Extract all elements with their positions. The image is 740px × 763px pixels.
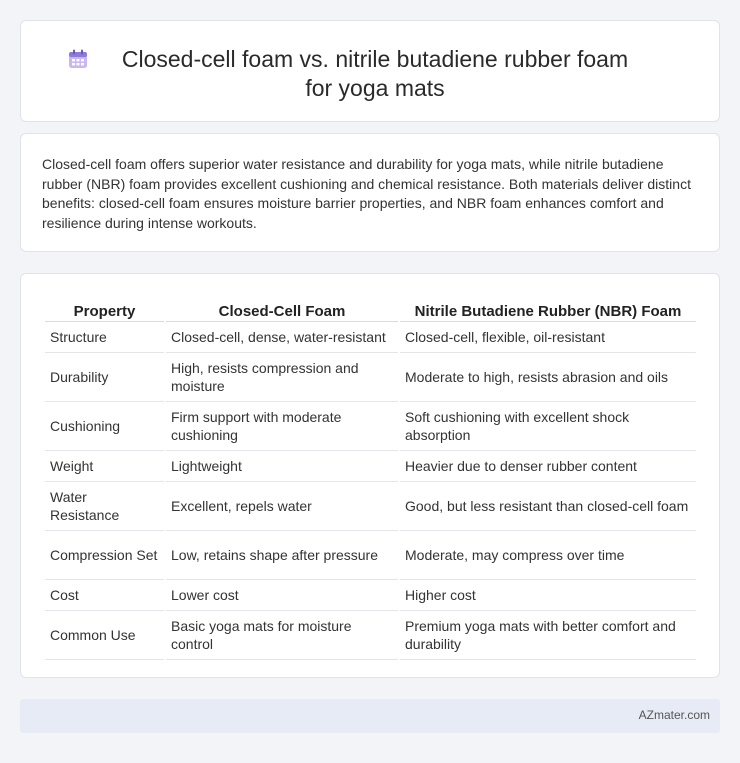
footer-brand: AZmater.com	[638, 708, 710, 722]
table-row	[45, 611, 696, 660]
closed-cell-value: Lightweight	[166, 451, 398, 482]
comparison-table	[43, 296, 698, 660]
row-label: Cost	[45, 580, 164, 611]
header-property: Property	[45, 296, 164, 322]
table-row	[45, 580, 696, 611]
row-label: Cushioning	[45, 402, 164, 451]
closed-cell-value: Excellent, repels water	[166, 482, 398, 531]
closed-cell-value: High, resists compression and moisture	[166, 353, 398, 402]
nbr-value: Good, but less resistant than closed-cell foam	[400, 482, 696, 531]
footer-bar	[20, 699, 720, 733]
closed-cell-value: Closed-cell, dense, water-resistant	[166, 322, 398, 353]
table-row	[45, 451, 696, 482]
title-card	[20, 20, 720, 122]
nbr-value: Moderate, may compress over time	[400, 531, 696, 580]
header-closed-cell-foam: Closed-Cell Foam	[166, 296, 398, 322]
nbr-value: Higher cost	[400, 580, 696, 611]
closed-cell-value: Low, retains shape after pressure	[166, 531, 398, 580]
intro-card	[20, 133, 720, 252]
nbr-value: Moderate to high, resists abrasion and oils	[400, 353, 696, 402]
row-label: Durability	[45, 353, 164, 402]
table-header-row	[45, 296, 696, 322]
row-label: Structure	[45, 322, 164, 353]
row-label: Compression Set	[45, 531, 164, 580]
nbr-value: Closed-cell, flexible, oil-resistant	[400, 322, 696, 353]
row-label: Weight	[45, 451, 164, 482]
table-row	[45, 482, 696, 531]
table-row	[45, 531, 696, 580]
row-label: Water Resistance	[45, 482, 164, 531]
closed-cell-value: Firm support with moderate cushioning	[166, 402, 398, 451]
nbr-value: Heavier due to denser rubber content	[400, 451, 696, 482]
header-nbr-foam: Nitrile Butadiene Rubber (NBR) Foam	[400, 296, 696, 322]
closed-cell-value: Lower cost	[166, 580, 398, 611]
table-row	[45, 322, 696, 353]
closed-cell-value: Basic yoga mats for moisture control	[166, 611, 398, 660]
table-row	[45, 402, 696, 451]
nbr-value: Premium yoga mats with better comfort and durability	[400, 611, 696, 660]
comparison-card	[20, 273, 720, 678]
row-label: Common Use	[45, 611, 164, 660]
intro-paragraph: Closed-cell foam offers superior water resistance and durability for yoga mats, while nitrile butadiene rubber (NBR) foam provides excellent cushioning and chemical resistance. Both materials deliver distinct benefits: closed-cell foam ensures moisture barrier properties, and NBR foam enhances comfort and resilience during intense workouts.	[42, 156, 691, 231]
nbr-value: Soft cushioning with excellent shock absorption	[400, 402, 696, 451]
table-row	[45, 353, 696, 402]
page-title: Closed-cell foam vs. nitrile butadiene rubber foam for yoga mats	[121, 46, 629, 101]
